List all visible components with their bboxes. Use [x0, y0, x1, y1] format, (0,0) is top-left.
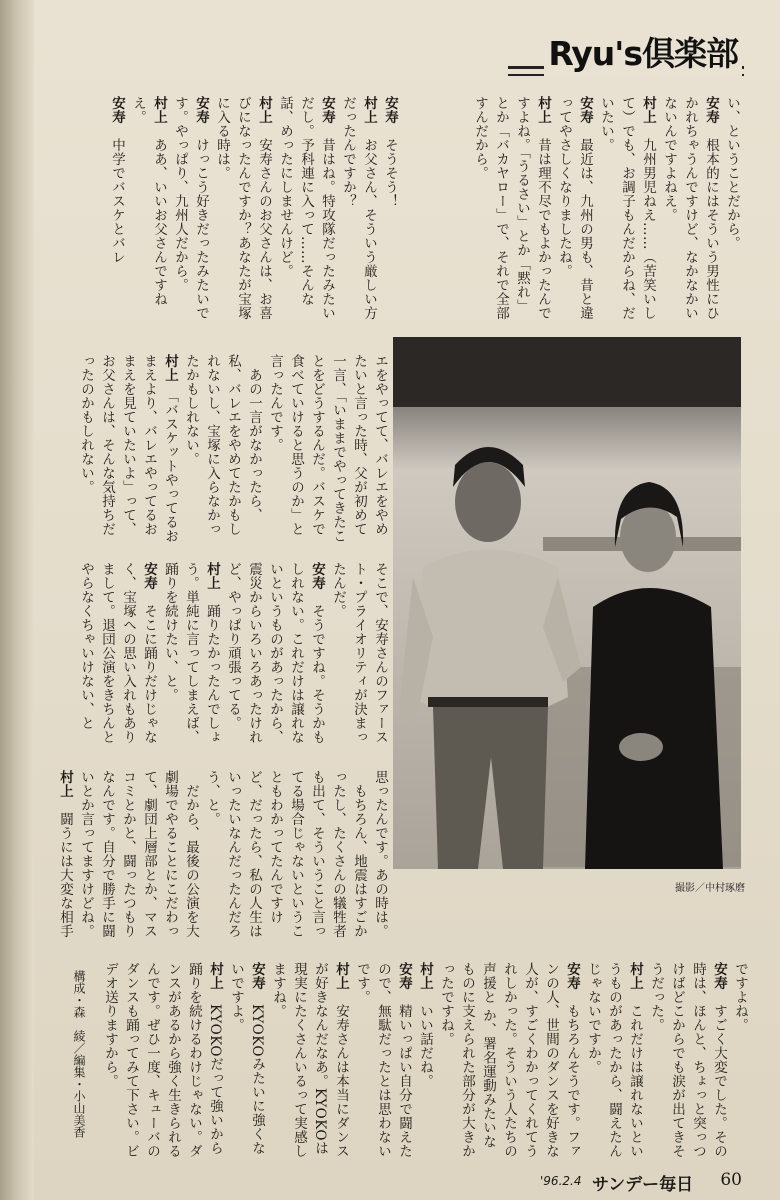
photo-credit: 撮影／中村琢磨 [675, 883, 745, 894]
interview-column-top-left [30, 96, 400, 322]
page-number: 60 [720, 1170, 742, 1190]
interview-paragraph [379, 96, 400, 322]
speaker-label: 安寿 [141, 562, 157, 604]
speech-text: これだけは譲れないというものがあったから、闘えたんじゃないですか。 [585, 962, 643, 1158]
interview-paragraph [201, 770, 369, 948]
interview-paragraph: ですよね。 [732, 962, 748, 1032]
interview-paragraph: そこで、安寿さんのファースト・プライオリティが決まったんだ。 [330, 562, 388, 744]
speaker-label: 安寿 [109, 96, 125, 138]
photo-illustration [393, 337, 741, 869]
speaker-label: 安寿 [319, 96, 335, 138]
speech-text: 根本的にはそういう男性にひかれちゃうんですけど、なかなかいないんですよねえ。 [661, 96, 719, 320]
interview-paragraph [127, 96, 169, 322]
interview-paragraph [351, 962, 414, 1158]
interview-paragraph [54, 770, 75, 948]
speaker-label: 村上 [361, 96, 377, 138]
speaker-label: 安寿 [396, 962, 412, 1004]
interview-paragraph: 思ったんです。あの時は。 [372, 770, 388, 938]
speaker-label: 安寿 [577, 96, 593, 138]
interview-paragraph [106, 96, 127, 322]
interview-paragraph [211, 96, 274, 322]
interview-paragraph [225, 962, 267, 1158]
speech-text: もちろんそうです。ファンの人、世間のダンスを好きな人が、すごくわかってくれてうれしかった。そういう人たちの声援と か、署名運動みたいなものに支えられた部分が大きかったですね。 [438, 962, 580, 1158]
speech-text: そうですね。そうかもしれない。これだけは譲れないというものがあったから、震災からいろいろあったけれど、やっぱり頑張ってる。 [225, 562, 325, 744]
speech-text: KYOKOみたいに強くないですよ。 [228, 962, 265, 1155]
speech-text: 昔はね。特攻隊だったみたいだし。予科連に入って……そんな話、めったにしませんけど。 [277, 96, 335, 320]
interview-paragraph [553, 96, 595, 322]
magazine-name: サンデー毎日 [592, 1175, 694, 1195]
interview-paragraph [469, 96, 553, 322]
speech-text: 精いっぱい自分で闘えたので、無駄だったとは思わないです。 [354, 962, 412, 1158]
speaker-label: 安寿 [703, 96, 719, 138]
interview-column-top-right [410, 96, 742, 322]
interview-paragraph [595, 96, 658, 322]
interview-paragraph [582, 962, 645, 1158]
speech-text: 闘うには大変な相手 [57, 812, 73, 938]
interview-paragraph: エをやってて、バレエをやめたいと言った時、父が初めて一言、「いままでやってきたことをどうするんだ。バスケで食べていけると思うのか」と言ったんです。 [267, 354, 388, 544]
speech-text: あの一言がなかったら、私、バレエをやめてたかもしれないし、宝塚に入らなかったかもしれない。 [183, 354, 262, 536]
speaker-label: 村上 [333, 962, 349, 1004]
interview-paragraph [169, 96, 211, 322]
speaker-label: 村上 [207, 962, 223, 1004]
speech-text: そこに踊りだけじゃなく、宝塚への思い入れもありまして。退団公演をきちんとやらなくちゃいけない、と [78, 562, 157, 744]
interview-paragraph [75, 354, 180, 546]
interview-paragraph [658, 96, 721, 322]
interview-paragraph [222, 562, 327, 754]
speaker-label: 安寿 [711, 962, 727, 1004]
staff-credits: 構成・森 綾／編集・小山美香 [72, 970, 86, 1138]
speech-text: すごく大変でした。その時は、ほんと、ちょっと突っつけばどこからでも涙が出てきそうだった。 [648, 962, 727, 1158]
speaker-label: 安寿 [382, 96, 398, 138]
speaker-label: 村上 [204, 562, 220, 604]
column-masthead [508, 32, 744, 82]
speech-text: お父さん、そういう厳しい方だったんですか？ [340, 96, 377, 320]
speech-text: 中学でバスケとバレ [109, 138, 125, 264]
speaker-label: 村上 [627, 962, 643, 1004]
interview-column-middle-left-lower [30, 562, 190, 754]
interview-paragraph [180, 354, 264, 546]
interview-photo [393, 337, 741, 869]
speech-text: 安寿さんは本当にダンスが好きなんだなあ。KYOKOは現実にたくさんいるって実感しますね。 [270, 962, 349, 1158]
speaker-label: 村上 [417, 962, 433, 1004]
interview-paragraph [267, 962, 351, 1158]
speaker-label: 村上 [57, 770, 73, 812]
interview-paragraph [435, 962, 582, 1158]
page-footer [540, 1168, 750, 1194]
speaker-label: 村上 [640, 96, 656, 138]
speaker-label: 安寿 [564, 962, 580, 1004]
speech-text: 安寿さんのお父さんは、お喜びになったんですか？あなたが宝塚に入る時は。 [214, 96, 272, 320]
interview-column-low-left [57, 770, 390, 948]
speech-text: いい話だね。 [417, 1004, 433, 1088]
speech-text: 「バスケットやってるおまえより、バレエやってるおまえを見ていたいよ」って、お父さんは、そんな気持ちだったのかもしれない。 [78, 354, 178, 544]
speech-text: そうそう！ [382, 138, 398, 208]
interview-paragraph [337, 96, 379, 322]
speech-text: けっこう好きだったみたいです。やっぱり、九州人だから。 [172, 96, 209, 320]
interview-paragraph [414, 962, 435, 1158]
interview-paragraph [645, 962, 729, 1158]
interview-paragraph: い、ということだから。 [724, 96, 740, 250]
interview-paragraph [274, 96, 337, 322]
interview-column-low-right [90, 962, 750, 1158]
speaker-label: 村上 [151, 96, 167, 138]
speech-text: 踊りたかったんでしょう。単純に言ってしまえば、踊りを続けたい、と。 [162, 562, 220, 744]
speaker-label: 村上 [256, 96, 272, 138]
speaker-label: 安寿 [309, 562, 325, 604]
speech-text: 九州男児ねえ……（苦笑いして）でも、お調子もんだからね、だいたい。 [598, 96, 656, 320]
issue-date: '96.2.4 [540, 1174, 582, 1188]
speech-text: 最近は、九州の男も、昔と違ってやさしくなりましたね。 [556, 96, 593, 320]
interview-paragraph [75, 770, 201, 948]
speech-text: だから、最後の公演を大劇場でやることにこだわって、劇団上層部とか、マスコミとかと、闘ったつもりなんです。自分で勝手に闘いとか言ってますけどね。 [78, 770, 199, 938]
interview-column-middle-left [30, 354, 390, 546]
speech-text: ああ、いいお父さんですねえ。 [130, 96, 167, 306]
speech-text: KYOKOだって強いから踊りを続けるわけじゃない。ダンスがあるから強く生きられるんです。ぜひ一度、キューバのダンスも踊ってみて下さい。ビデオ送りますから。 [102, 962, 223, 1158]
speaker-label: 村上 [162, 354, 178, 396]
speech-text: 昔は理不尽でもよかったんですよね。「うるさい」とか「黙れ」とか「バカヤロー」で、それで全部すんだから。 [472, 96, 551, 320]
speech-text: もちろん、地震はすごかったし、たくさんの犠牲者も出て、そういうこと言ってる場合じゃないということもわかってたんですけど、だったら、私の人生はいったいなんだったんだろう、と。 [204, 770, 367, 938]
masthead-title: Ryu's倶楽部 [544, 32, 742, 76]
speaker-label: 安寿 [193, 96, 209, 138]
interview-column-middle-right [78, 562, 390, 754]
page-fold-shadow [0, 0, 34, 1200]
speaker-label: 安寿 [249, 962, 265, 1004]
interview-paragraph [99, 962, 225, 1158]
speaker-label: 村上 [535, 96, 551, 138]
